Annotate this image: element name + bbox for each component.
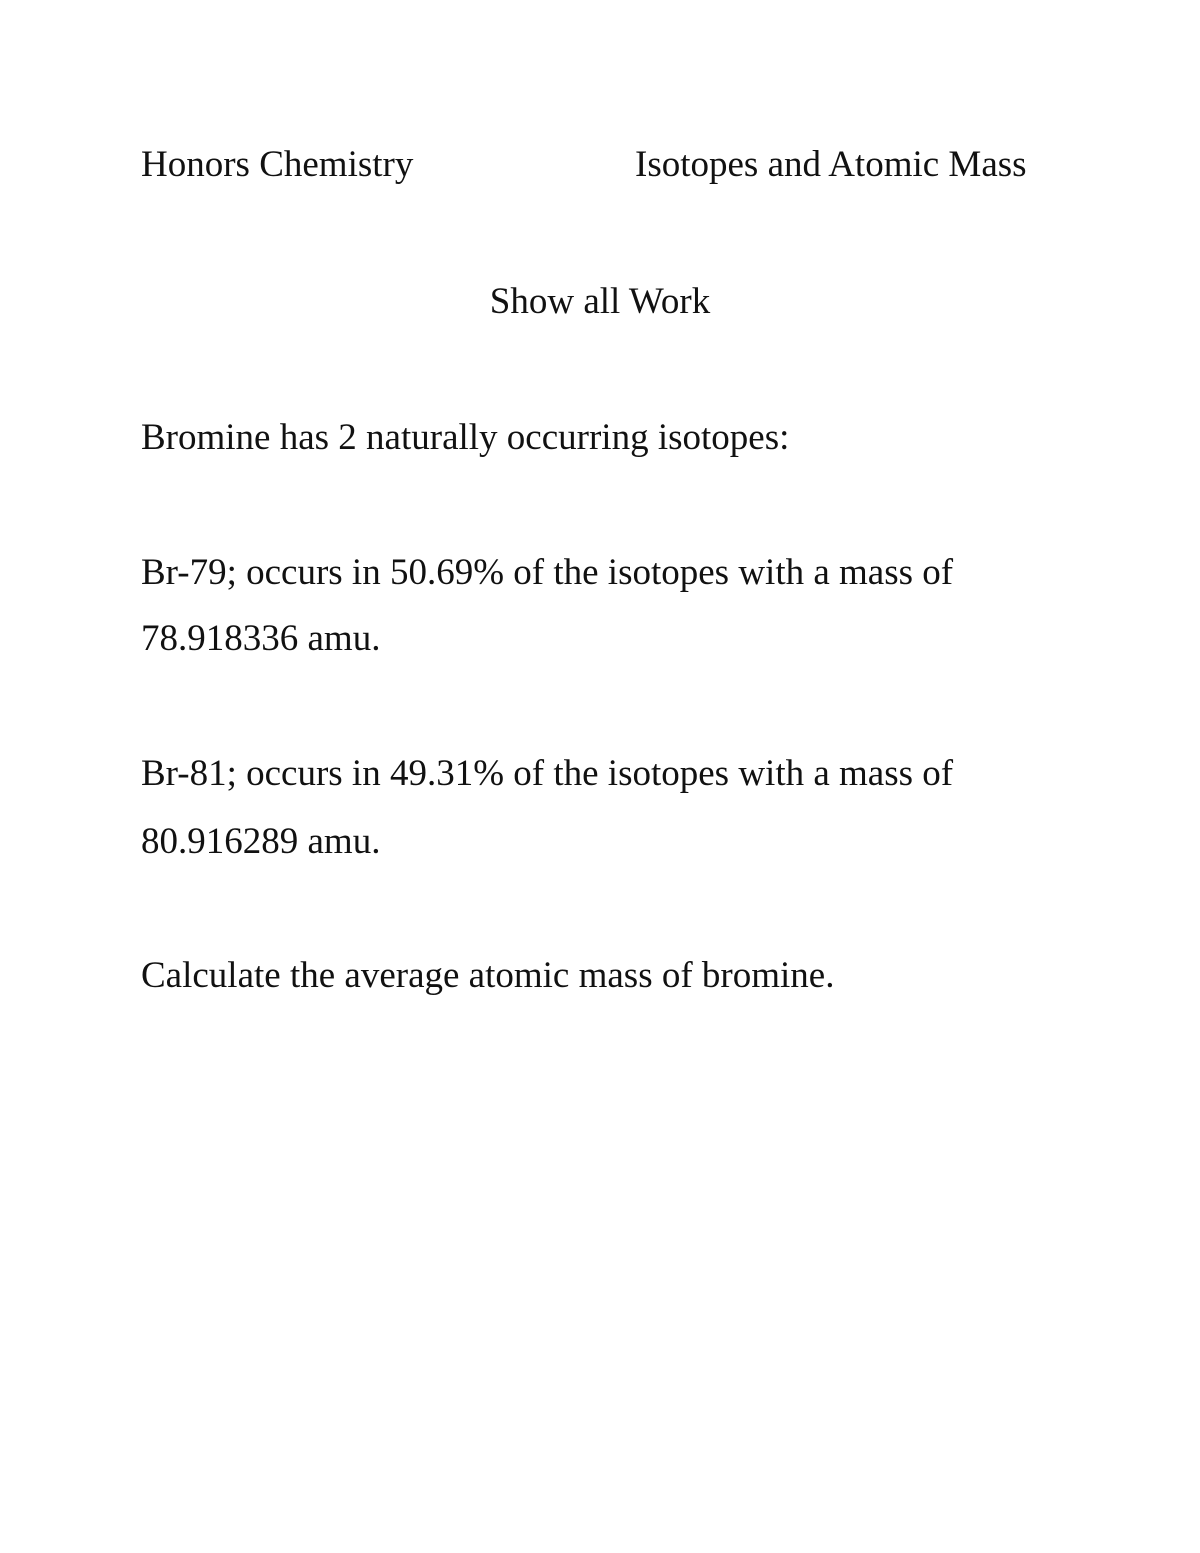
intro-text: Bromine has 2 naturally occurring isotopes: [141, 417, 790, 458]
course-title: Honors Chemistry [141, 144, 414, 185]
isotope-mass: 78.918336 amu. [141, 618, 381, 659]
isotope-description: Br-79; occurs in 50.69% of the isotopes with a mass of [141, 552, 954, 593]
isotope-description: Br-81; occurs in 49.31% of the isotopes with a mass of [141, 753, 954, 794]
worksheet-title: Isotopes and Atomic Mass [635, 144, 1027, 185]
isotope-mass: 80.916289 amu. [141, 821, 381, 862]
question-text: Calculate the average atomic mass of bromine. [141, 955, 835, 996]
instruction-text: Show all Work [489, 281, 711, 322]
